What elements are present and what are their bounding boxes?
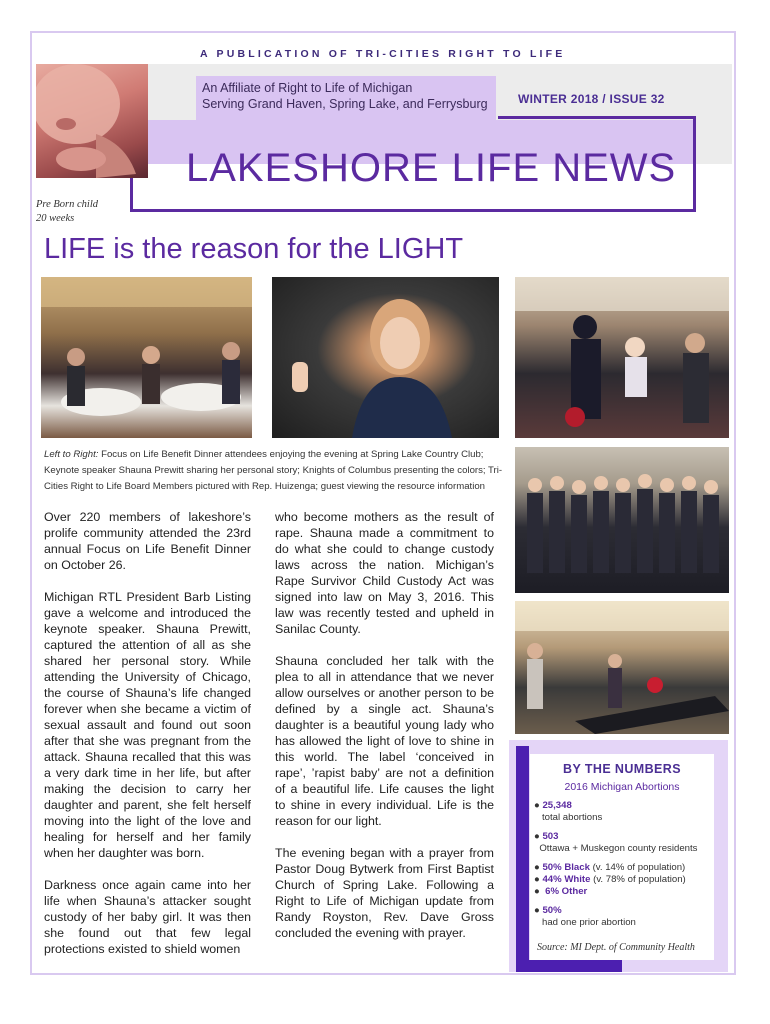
caption-text: Focus on Life Benefit Dinner attendees enjoying the evening at Spring Lake Country Club; Keynote speaker Shauna Prewitt sharing her personal story; Knights of Columbus presenting the colors; Tri-Cities Right to Life Board Members pictured with Rep. Huizenga; guest viewing the resource information [44, 449, 503, 492]
article-paragraph: Darkness once again came into her life when Shauna’s attacker sought custody of her baby girl. It was then she found out that few legal protections existed to shield women [44, 878, 251, 956]
article-paragraph: Michigan RTL President Barb Listing gave a welcome and introduced the keynote speaker. Shauna Prewitt, captured the attention of all as she shared her personal story. While attending the University of Chicago, the course of Shauna’s life changed forever when she became a victim of sexual assault and found out soon after that she was pregnant from the attack. Shauna recalled that this was a very dark time in her life, but after making the decision to carry her daughter and parent, she felt herself moving into the light of the love and healing for herself and her family when her daughter was born. [44, 590, 251, 860]
stat-desc: total abortions [542, 812, 603, 823]
board-photo-art [515, 447, 729, 593]
stat-value: 503 [542, 831, 559, 842]
stat-item: ● 44% White (v. 78% of population) [534, 874, 686, 885]
stat-item: ● 50% had one prior abortion [534, 905, 636, 928]
photo-board-members [515, 447, 729, 593]
fetus-caption [36, 198, 98, 226]
stats-source: Source: MI Dept. of Community Health [537, 942, 695, 953]
stat-value: 44% White [542, 874, 591, 885]
stat-desc: (v. 78% of population) [593, 874, 686, 885]
publication-line: A PUBLICATION OF TRI-CITIES RIGHT TO LIFE [200, 48, 566, 60]
knights-photo-art [515, 277, 729, 438]
photo-keynote-speaker [272, 277, 499, 438]
stat-item: ● 50% Black (v. 14% of population) [534, 862, 686, 873]
stat-desc: Ottawa + Muskegon county residents [539, 843, 698, 854]
speaker-photo-art [272, 277, 499, 438]
resource-photo-art [515, 601, 729, 734]
article-paragraph: The evening began with a prayer from Pastor Doug Bytwerk from First Baptist Church of Spring Lake. Following a Right to Life of Michigan update from Randy Royston, Rev. Dave Gross concluded the evening with prayer. [275, 846, 494, 940]
article-paragraph: Over 220 members of lakeshore’s prolife community attended the 23rd annual Focus on Life Benefit Dinner on October 26. [44, 510, 251, 572]
article-column-2 [275, 509, 494, 957]
affiliate-line-1: An Affiliate of Right to Life of Michigan [202, 81, 413, 95]
stat-value: 25,348 [542, 800, 572, 811]
stats-accent-bar [516, 746, 529, 972]
stat-desc: (v. 14% of population) [592, 862, 686, 873]
stat-value: 50% [542, 905, 562, 916]
affiliate-text [202, 80, 488, 112]
stat-item: ● 6% Other [534, 886, 588, 897]
stats-accent-bar-bottom [516, 960, 622, 972]
photo-dinner-attendees [41, 277, 252, 438]
stat-value: 6% Other [545, 886, 588, 897]
photo-resource-table [515, 601, 729, 734]
fetus-caption-line-1: Pre Born child [36, 199, 99, 210]
fetus-caption-line-2: 20 weeks [36, 213, 75, 224]
article-paragraph: who become mothers as the result of rape. Shauna made a commitment to do what she could to change custody laws across the nation. Michigan’s Rape Survivor Child Custody Act was signed into law on May 3, 2016. This law was recently tested and upheld in Sanilac County. [275, 510, 494, 636]
stat-item: ● 25,348 total abortions [534, 800, 603, 823]
article-paragraph: Shauna concluded her talk with the plea to all in attendance that we never allow ourselves or another person to be defined by a single act. Shauna’s daughter is a beautiful young lady who has allowed the light of love to shine in this world. The label ‘conceived in rape’, ’rapist baby’ are not a definition of a beautiful life. Life causes the light to shine in every individual. Life is the reason for our light. [275, 654, 494, 828]
fetus-illustration [36, 64, 148, 178]
stat-desc: had one prior abortion [542, 917, 636, 928]
stat-value: 50% Black [542, 862, 590, 873]
issue-label: WINTER 2018 / ISSUE 32 [518, 92, 665, 106]
caption-lead: Left to Right: [44, 449, 99, 460]
stat-item: ● 503 Ottawa + Muskegon county residents [534, 831, 698, 854]
photo-knights-of-columbus [515, 277, 729, 438]
affiliate-line-2: Serving Grand Haven, Spring Lake, and Ferrysburg [202, 97, 488, 111]
dinner-photo-art [41, 277, 252, 438]
newsletter-title: LAKESHORE LIFE NEWS [186, 146, 677, 190]
article-column-1 [44, 509, 251, 973]
article-headline: LIFE is the reason for the LIGHT [44, 233, 464, 265]
preborn-child-photo [36, 64, 148, 178]
photo-caption [44, 447, 504, 495]
title-frame-top [498, 116, 696, 119]
stats-subtitle: 2016 Michigan Abortions [564, 781, 680, 793]
stats-title: BY THE NUMBERS [563, 762, 681, 776]
